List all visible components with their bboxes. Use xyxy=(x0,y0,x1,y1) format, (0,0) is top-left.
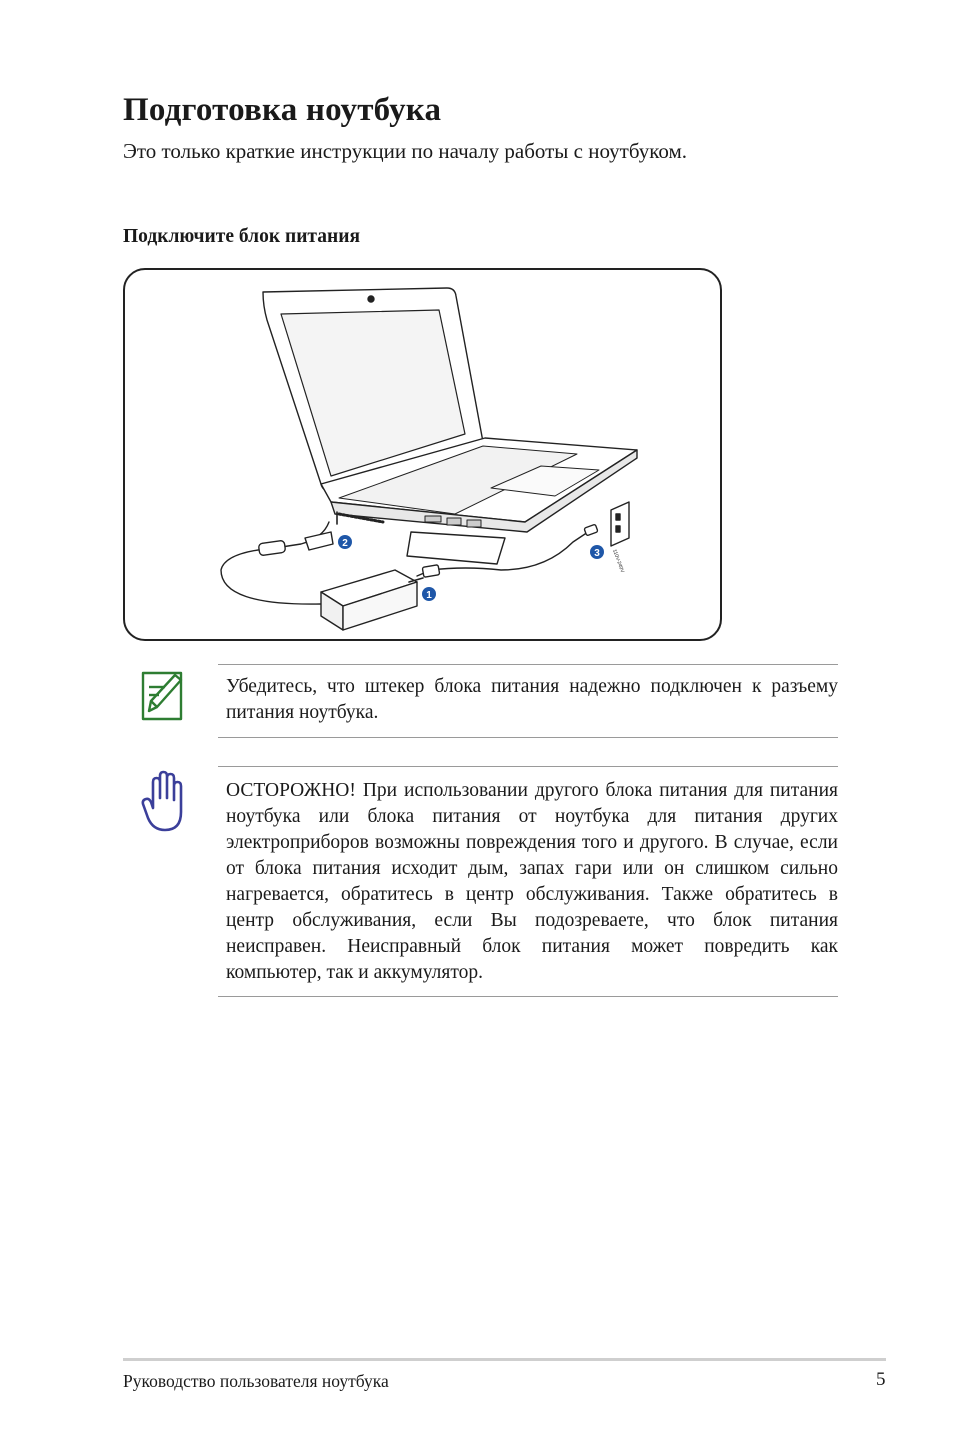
footer-rule xyxy=(123,1358,886,1361)
step-marker-3 xyxy=(590,545,604,559)
step-marker-1 xyxy=(422,587,436,601)
intro-text: Это только краткие инструкции по началу работы с ноутбуком. xyxy=(123,139,687,163)
note-bottom-rule xyxy=(218,737,838,738)
page-number: 5 xyxy=(876,1369,886,1390)
svg-text:2: 2 xyxy=(342,538,348,549)
warning-text: ОСТОРОЖНО! При использовании другого блока питания для питания ноутбука или блока питания от ноутбука для питания других электроприборов возможны повреждения того и другого. В случае, если от блока питания исходит дым, запах гари или он слишком сильно нагревается, обратитесь в центр обслуживания. Также обратитесь в центр обслуживания, если Вы подозреваете, что блок питания неисправен. Неисправный блок питания может повредить как компьютер, так и аккумулятор. xyxy=(226,780,838,983)
note-top-rule xyxy=(218,664,838,665)
note-text: Убедитесь, что штекер блока питания надежно подключен к разъему питания ноутбука. xyxy=(226,676,838,723)
power-adapter-illustration xyxy=(123,268,722,641)
footer-manual-title: Руководство пользователя ноутбука xyxy=(123,1371,389,1391)
step-marker-2 xyxy=(338,535,352,549)
section-heading: Подключите блок питания xyxy=(123,226,361,247)
warning-top-rule xyxy=(218,766,838,767)
svg-text:3: 3 xyxy=(594,548,600,559)
note-pencil-icon xyxy=(139,667,189,723)
stop-hand-icon xyxy=(139,768,189,834)
outlet-voltage-label: 110V-240V xyxy=(611,548,626,574)
svg-text:1: 1 xyxy=(426,590,432,601)
laptop-adapter-drawing xyxy=(125,270,722,641)
page-title: Подготовка ноутбука xyxy=(123,92,442,128)
warning-bottom-rule xyxy=(218,996,838,997)
